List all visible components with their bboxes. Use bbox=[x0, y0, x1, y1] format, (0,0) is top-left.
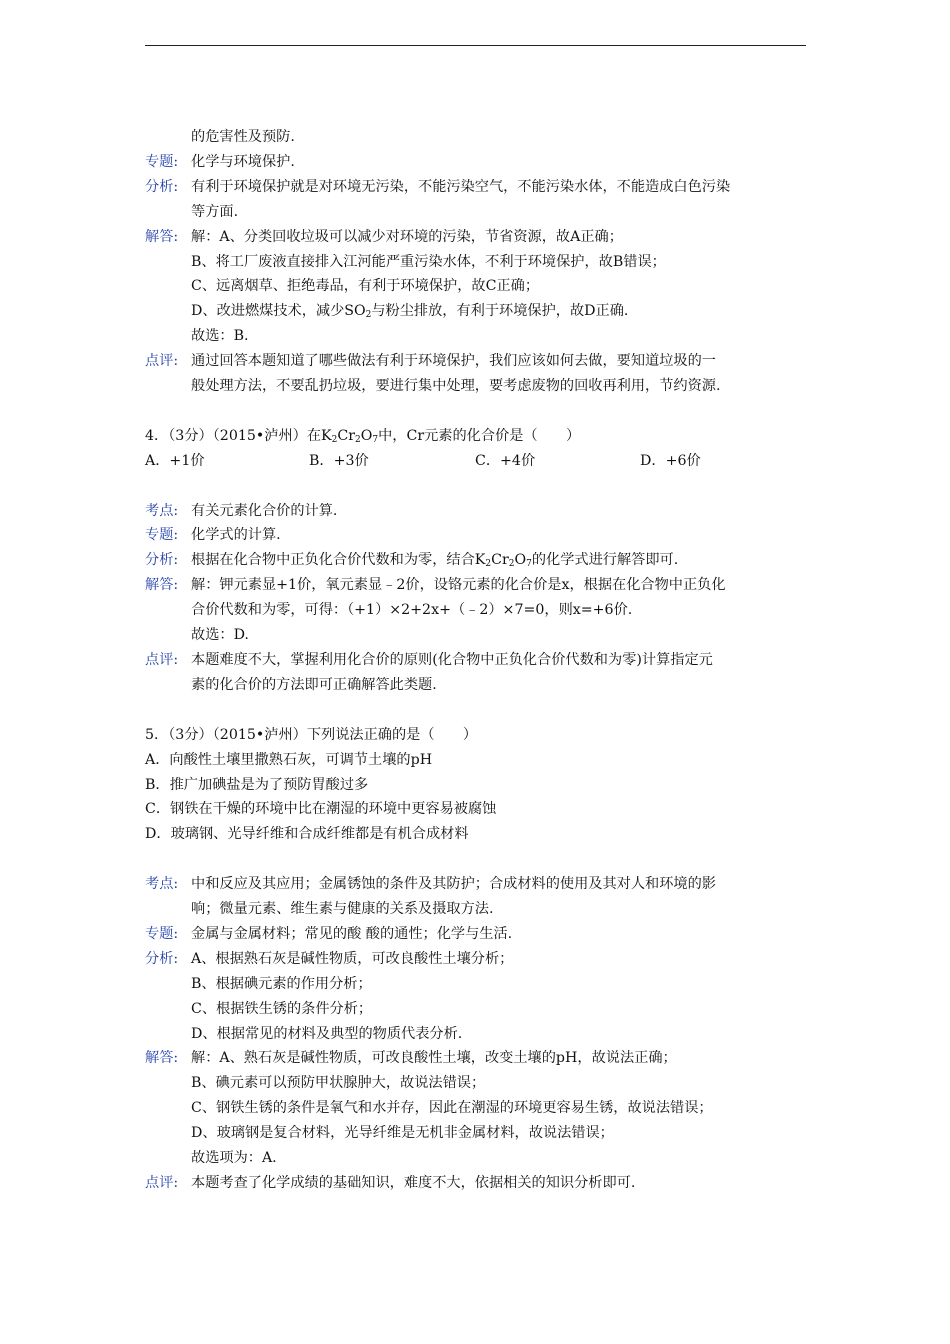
question-5-option-a: A．向酸性土壤里撒熟石灰，可调节土壤的pH bbox=[145, 751, 433, 768]
option-a: A．+1价 bbox=[145, 452, 205, 469]
q3-fenxi: 分析: 有利于环境保护就是对环境无污染，不能污染空气，不能污染水体，不能造成白色污染 等方面. bbox=[145, 175, 810, 225]
kaodian-label: 考点: bbox=[145, 502, 179, 519]
document-content bbox=[145, 125, 810, 1196]
q5-zhuanti: 专题: 金属与金属材料；常见的酸 酸的通性；化学与生活. bbox=[145, 922, 810, 947]
option-c: C．+4价 bbox=[475, 452, 536, 469]
q5-jieda: 解答: 解：A、熟石灰是碱性物质，可改良酸性土壤，改变土壤的pH，故说法正确； B、碘元素可以预防甲状腺肿大，故说法错误； C、钢铁生锈的条件是氧气和水并存，因此在潮湿的环境更容易生锈，故说法错误； D、玻璃钢是复合材料，光导纤维是无机非金属材料，故说法错误； 故选项为：A. bbox=[145, 1046, 810, 1171]
fenxi-label: 分析: bbox=[145, 950, 179, 967]
header-rule bbox=[145, 45, 806, 46]
jieda-label: 解答: bbox=[145, 1050, 179, 1067]
zhuanti-label: 专题: bbox=[145, 527, 179, 544]
dianping-label: 点评: bbox=[145, 353, 179, 370]
dianping-label: 点评: bbox=[145, 1175, 179, 1191]
question-5-option-b: B．推广加碘盐是为了预防胃酸过多 bbox=[145, 776, 369, 793]
zhuanti-label: 专题: bbox=[145, 153, 179, 170]
question-5-option-d: D．玻璃钢、光导纤维和合成纤维都是有机合成材料 bbox=[145, 826, 469, 843]
q4-dianping: 点评: 本题难度不大，掌握利用化合价的原则(化合物中正负化合价代数和为零)计算指定元 素的化合价的方法即可正确解答此类题. bbox=[145, 648, 810, 698]
q5-dianping: 点评: 本题考查了化学成绩的基础知识，难度不大，依据相关的知识分析即可. bbox=[145, 1171, 810, 1196]
q5-fenxi: 分析: A、根据熟石灰是碱性物质，可改良酸性土壤分析； B、根据碘元素的作用分析； C、根据铁生锈的条件分析； D、根据常见的材料及典型的物质代表分析. bbox=[145, 947, 810, 1047]
question-5-option-c: C．钢铁在干燥的环境中比在潮湿的环境中更容易被腐蚀 bbox=[145, 801, 497, 818]
kaodian-label: 考点: bbox=[145, 876, 179, 893]
q4-kaodian: 考点: 有关元素化合价的计算. bbox=[145, 499, 810, 524]
zhuanti-label: 专题: bbox=[145, 925, 179, 942]
option-d: D．+6价 bbox=[640, 452, 701, 469]
question-4-stem: 4．（3分）（2015•泸州）在$K_2Cr_2O_7$中，Cr元素的化合价是（ ） bbox=[145, 427, 581, 445]
option-b: B．+3价 bbox=[309, 452, 369, 469]
q3-jieda: 解答: 解：A、分类回收垃圾可以减少对环境的污染，节省资源，故A正确； B、将工厂废液直接排入江河能严重污染水体，不利于环境保护，故B错误； C、远离烟草、拒绝毒品，有利于环境保护，故C正确； D、改进燃煤技术，减少$SO_2$与粉尘排放，有利于环境保护，故D正确. 故选：B. bbox=[145, 225, 810, 350]
q4-jieda: 解答: 解：钾元素显+1价，氧元素显﹣2价，设铬元素的化合价是x，根据在化合物中正负化 合价代数和为零，可得：（+1）×2+2x+（﹣2）×7=0，则x=+6价. 故选：D. bbox=[145, 573, 810, 648]
q5-kaodian: 考点: 中和反应及其应用；金属锈蚀的条件及其防护；合成材料的使用及其对人和环境的影 响；微量元素、维生素与健康的关系及摄取方法. bbox=[145, 872, 810, 922]
q4-zhuanti: 专题: 化学式的计算. bbox=[145, 523, 810, 548]
dianping-label: 点评: bbox=[145, 652, 179, 668]
kaodian-continuation: 的危害性及预防. bbox=[191, 129, 295, 145]
q3-zhuanti: 专题: 化学与环境保护. bbox=[145, 150, 810, 175]
question-5-stem: 5．（3分）（2015•泸州）下列说法正确的是（ ） bbox=[145, 726, 478, 743]
question-4-options bbox=[145, 449, 810, 474]
q3-dianping: 点评: 通过回答本题知道了哪些做法有利于环境保护，我们应该如何去做，要知道垃圾的一 般处理方法，不要乱扔垃圾，要进行集中处理，要考虑废物的回收再利用，节约资源. bbox=[145, 349, 810, 399]
jieda-label: 解答: bbox=[145, 577, 179, 594]
fenxi-label: 分析: bbox=[145, 552, 179, 569]
fenxi-label: 分析: bbox=[145, 178, 179, 195]
q4-fenxi: 分析: 根据在化合物中正负化合价代数和为零，结合$K_2Cr_2O_7$的化学式进行解答即可. bbox=[145, 548, 810, 573]
jieda-label: 解答: bbox=[145, 228, 179, 245]
